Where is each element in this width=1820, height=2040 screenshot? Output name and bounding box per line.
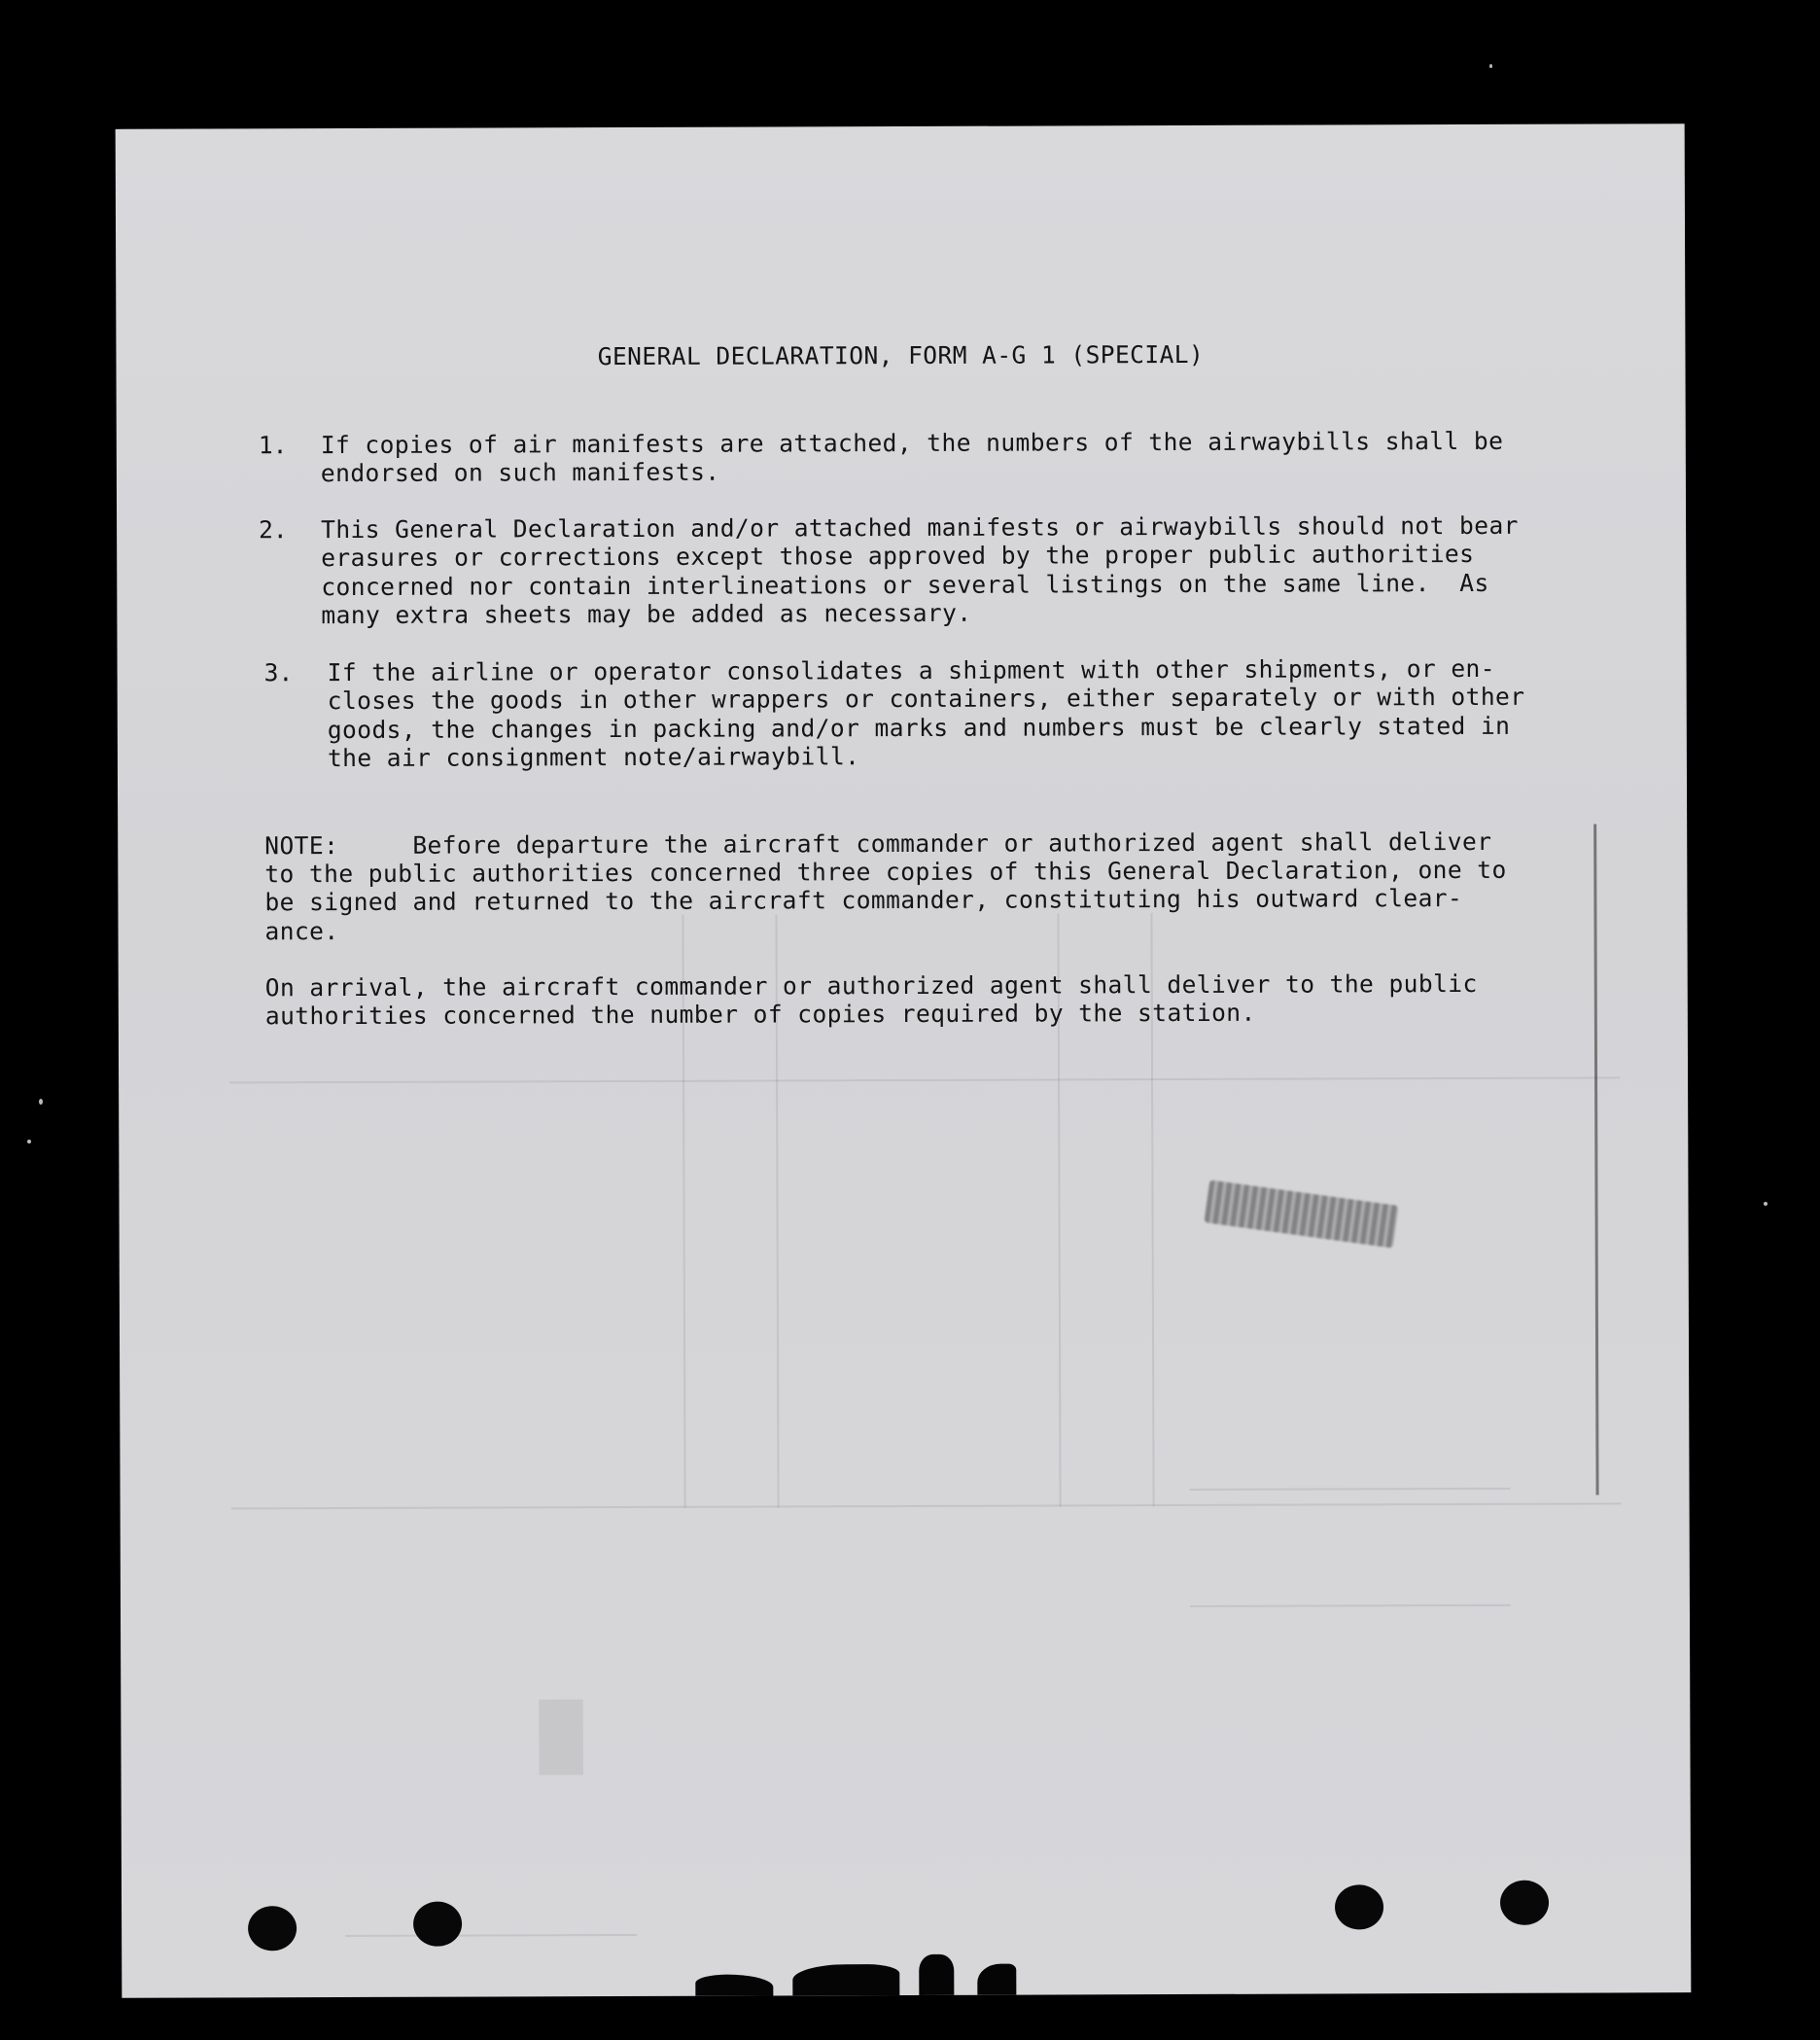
dust-speck (1764, 1202, 1768, 1206)
item-3-line-4: the air consignment note/airwaybill. (327, 742, 860, 773)
item-number: 3. (263, 658, 294, 687)
form-border-line (1593, 825, 1598, 1495)
note-line-1-text: Before departure the aircraft commander or authorized agent shall deliver (338, 827, 1492, 861)
item-2-line-3: concerned nor contain interlineations or several listings on the same line. As (321, 568, 1489, 602)
form-title: GENERAL DECLARATION, FORM A-G 1 (SPECIAL) (597, 339, 1205, 371)
item-2-line-4: many extra sheets may be added as necessary. (321, 598, 972, 630)
item-number: 2. (259, 515, 288, 545)
dust-speck (1489, 64, 1492, 68)
note-label: NOTE: (264, 831, 339, 861)
document-page (116, 123, 1692, 1998)
item-2-line-2: erasures or corrections except those approved by the proper public authorities (321, 539, 1475, 573)
arrival-line-2: authorities concerned the number of copies required by the station. (264, 998, 1256, 1031)
bleed-through-rule (345, 1934, 637, 1937)
dust-speck (39, 1099, 43, 1105)
item-1-line-1: If copies of air manifests are attached, the numbers of the airwaybills shall be (320, 426, 1504, 460)
dust-speck (27, 1140, 31, 1143)
note-line-2: to the public authorities concerned three copies of this General Declaration, one to (264, 855, 1507, 889)
item-number: 1. (258, 431, 288, 460)
punch-hole (1500, 1881, 1549, 1925)
item-2-line-1: This General Declaration and/or attached manifests or airwaybills should not bear (321, 510, 1519, 545)
item-3-line-3: goods, the changes in packing and/or marks and numbers must be clearly stated in (327, 711, 1511, 745)
bleed-through-rule (1190, 1488, 1511, 1491)
torn-edge (695, 1974, 773, 1995)
bleed-through-rule (1190, 1604, 1511, 1607)
punch-hole (1335, 1884, 1383, 1929)
punch-hole (248, 1906, 297, 1951)
torn-edge (919, 1954, 954, 1995)
bleed-through-text: █ (539, 1705, 583, 1775)
item-1-line-2: endorsed on such manifests. (320, 457, 720, 488)
rubber-stamp (1204, 1179, 1398, 1248)
note-line-3: be signed and returned to the aircraft commander, constituting his outward clear- (264, 883, 1463, 917)
bleed-through-rule (231, 1502, 1622, 1509)
note-line-4: ance. (264, 917, 339, 946)
arrival-line-1: On arrival, the aircraft commander or authorized agent shall deliver to the public (264, 968, 1478, 1002)
punch-hole (413, 1902, 462, 1947)
torn-edge (792, 1964, 899, 1995)
torn-edge (977, 1964, 1016, 1995)
item-3-line-2: closes the goods in other wrappers or containers, either separately or with other (327, 682, 1525, 716)
item-3-line-1: If the airline or operator consolidates a shipment with other shipments, or en- (327, 653, 1495, 687)
bleed-through-rule (229, 1076, 1620, 1083)
